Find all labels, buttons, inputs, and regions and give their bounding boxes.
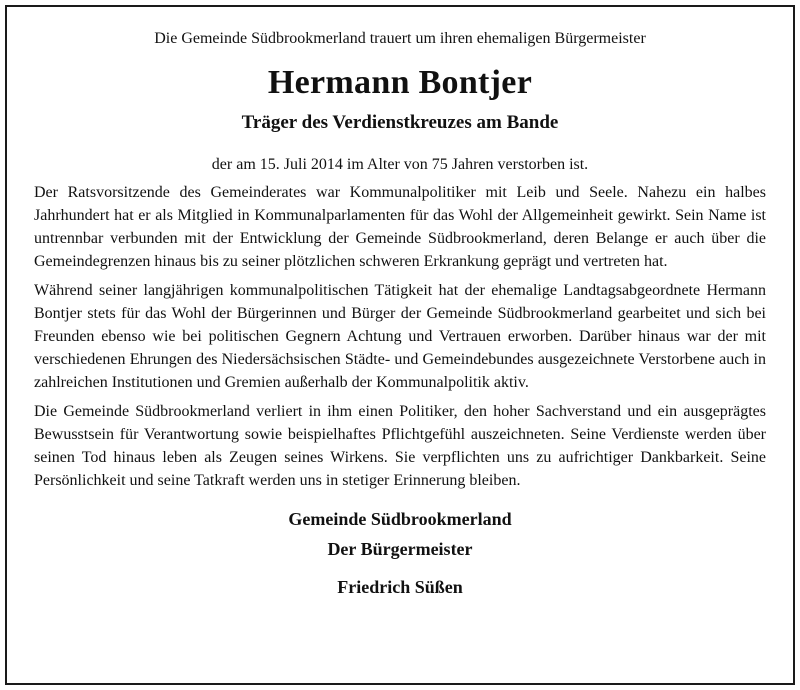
paragraph-2: Während seiner langjährigen kommunalpolitischen Tätigkeit hat der ehemalige Landtagsabgeordnete Hermann Bontjer stets für das Wohl der Bürgerinnen und Bürger der Gemeinde Südbrookmerland gearbeitet und sich bei Freunden ebenso wie bei politischen Gegnern Achtung und Vertrauen erworben. Darüber hinaus war der mit verschiedenen Ehrungen des Niedersächsischen Städte- und Gemeindebundes ausgezeichnete Verstorbene auch in zahlreichen Institutionen und Gremien außerhalb der Kommunalpolitik aktiv.	[34, 282, 766, 391]
paragraph-3: Die Gemeinde Südbrookmerland verliert in ihm einen Politiker, den hoher Sachverstand und ein ausgeprägtes Bewusstsein für Verantwortung sowie beispielhaftes Pflichtgefühl auszeichneten. Seine Verdienste werden über seinen Tod hinaus leben als Zeugen seines Wirkens. Sie verpflichten uns zu aufrichtiger Dankbarkeit. Seine Persönlichkeit und seine Tatkraft werden uns in stetiger Erinnerung bleiben.	[34, 403, 766, 489]
signature-person: Friedrich Süßen	[337, 577, 463, 597]
honor-line: Träger des Verdienstkreuzes am Bande	[241, 112, 559, 133]
obituary-notice	[5, 5, 795, 685]
paragraph-1: Der Ratsvorsitzende des Gemeinderates war Kommunalpolitiker mit Leib und Seele. Nahezu ein halbes Jahrhundert hat er als Mitglied in Kommunalparlamenten für das Wohl der Allgemeinheit gewirkt. Sein Name ist untrennbar verbunden mit der Entwicklung der Gemeinde Südbrookmerland, deren Belange er auch über die Gemeindegrenzen hinaus bis zu seiner plötzlichen schweren Erkrankung geprägt und vertreten hat.	[34, 184, 766, 270]
notice-content	[34, 7, 766, 598]
deceased-name: Hermann Bontjer	[267, 64, 533, 101]
intro-line: Die Gemeinde Südbrookmerland trauert um ihren ehemaligen Bürgermeister	[154, 30, 646, 47]
death-line: der am 15. Juli 2014 im Alter von 75 Jahren verstorben ist.	[211, 156, 589, 173]
signature-organization: Gemeinde Südbrookmerland	[288, 509, 512, 529]
signature-title: Der Bürgermeister	[327, 539, 473, 559]
